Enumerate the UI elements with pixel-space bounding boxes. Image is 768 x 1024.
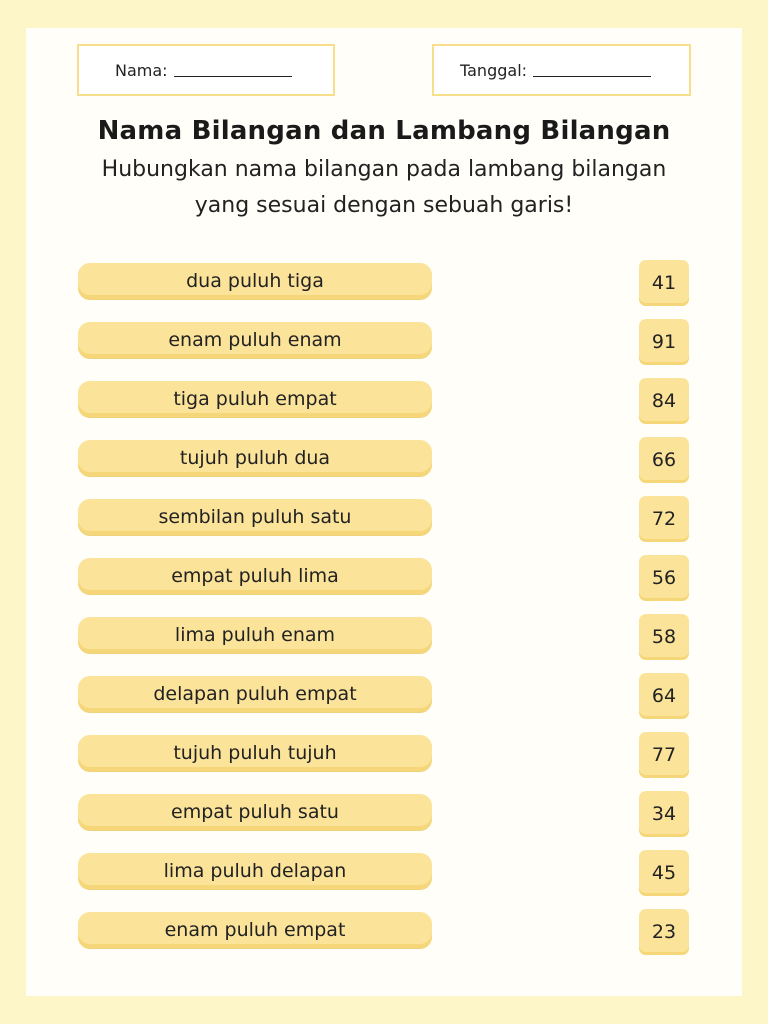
matching-row <box>26 437 742 481</box>
number-name-pill[interactable]: lima puluh delapan <box>78 853 432 889</box>
number-name-pill[interactable]: delapan puluh empat <box>78 676 432 712</box>
number-name-pill[interactable]: lima puluh enam <box>78 617 432 653</box>
number-name-pill[interactable]: tiga puluh empat <box>78 381 432 417</box>
date-blank-line[interactable] <box>533 76 651 77</box>
number-symbol-box[interactable]: 84 <box>639 378 689 424</box>
name-blank-line[interactable] <box>174 76 292 77</box>
number-name-pill[interactable]: tujuh puluh dua <box>78 440 432 476</box>
number-symbol-box[interactable]: 58 <box>639 614 689 660</box>
number-name-pill[interactable]: tujuh puluh tujuh <box>78 735 432 771</box>
matching-row <box>26 555 742 599</box>
instructions-line-2: yang sesuai dengan sebuah garis! <box>194 193 574 218</box>
number-symbol-box[interactable]: 34 <box>639 791 689 837</box>
number-symbol-box[interactable]: 77 <box>639 732 689 778</box>
matching-row <box>26 732 742 776</box>
instructions-line-1: Hubungkan nama bilangan pada lambang bilangan <box>101 157 667 182</box>
matching-row <box>26 496 742 540</box>
number-symbol-box[interactable]: 91 <box>639 319 689 365</box>
number-symbol-box[interactable]: 23 <box>639 909 689 955</box>
worksheet-page <box>26 28 742 996</box>
number-name-pill[interactable]: empat puluh satu <box>78 794 432 830</box>
name-label: Nama: <box>115 60 168 80</box>
number-name-pill[interactable]: sembilan puluh satu <box>78 499 432 535</box>
matching-row <box>26 378 742 422</box>
matching-row <box>26 791 742 835</box>
matching-row <box>26 850 742 894</box>
date-label: Tanggal: <box>460 60 528 80</box>
number-symbol-box[interactable]: 41 <box>639 260 689 306</box>
matching-row <box>26 260 742 304</box>
number-name-pill[interactable]: enam puluh enam <box>78 322 432 358</box>
number-name-pill[interactable]: enam puluh empat <box>78 912 432 948</box>
number-symbol-box[interactable]: 56 <box>639 555 689 601</box>
number-symbol-box[interactable]: 64 <box>639 673 689 719</box>
worksheet-title: Nama Bilangan dan Lambang Bilangan <box>97 116 671 146</box>
date-field[interactable] <box>432 44 691 96</box>
number-symbol-box[interactable]: 72 <box>639 496 689 542</box>
matching-row <box>26 673 742 717</box>
number-symbol-box[interactable]: 45 <box>639 850 689 896</box>
matching-row <box>26 614 742 658</box>
number-name-pill[interactable]: empat puluh lima <box>78 558 432 594</box>
instructions <box>46 152 722 224</box>
matching-row <box>26 319 742 363</box>
matching-row <box>26 909 742 953</box>
number-symbol-box[interactable]: 66 <box>639 437 689 483</box>
name-field[interactable] <box>77 44 335 96</box>
number-name-pill[interactable]: dua puluh tiga <box>78 263 432 299</box>
